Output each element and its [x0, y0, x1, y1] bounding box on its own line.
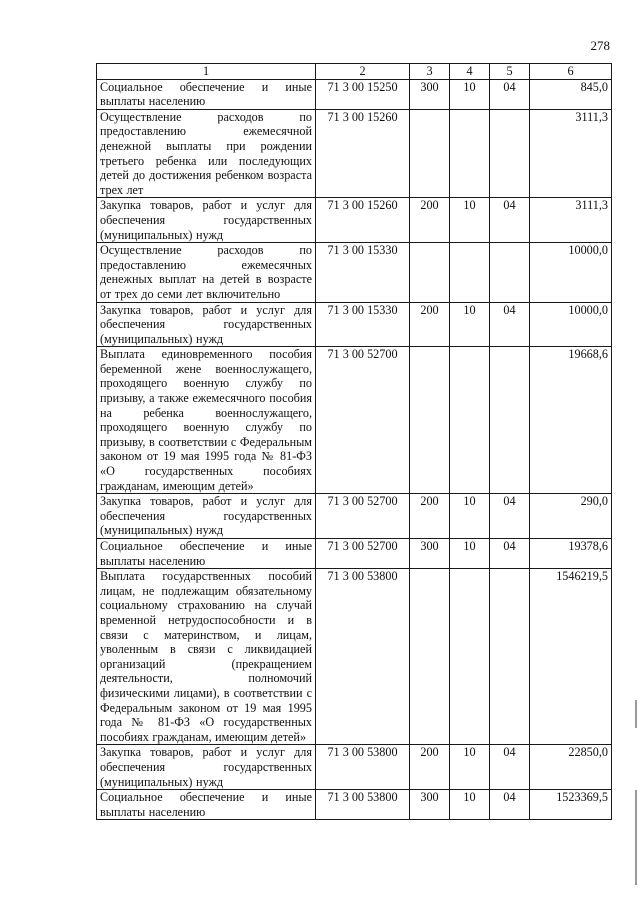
- table-row: [97, 494, 612, 539]
- row-description: Выплата государственных пособий лицам, не подлежащим обязательному социальному страхованию на случай временной нетрудоспособности и в связи с материнством, и лицам, уволенным в связи с ликвидацией организаций (прекращением деятельности, полномочий физическими лицами), в соответствии с Федеральным законом от 19 мая 1995 года № 81-ФЗ «О государственных пособиях гражданам, имеющим детей»: [97, 569, 316, 745]
- row-section: [450, 243, 490, 302]
- budget-table: [96, 63, 612, 820]
- scan-artifact-line: [635, 790, 637, 885]
- table-header-row: [97, 64, 612, 80]
- row-amount: 19378,6: [530, 539, 612, 569]
- row-target-code: 71 3 00 52700: [316, 539, 410, 569]
- row-section: [450, 569, 490, 745]
- table-row: [97, 109, 612, 198]
- row-description: Закупка товаров, работ и услуг для обеспечения государственных (муниципальных) нужд: [97, 745, 316, 790]
- table-row: [97, 302, 612, 347]
- row-expense-type: 200: [410, 302, 450, 347]
- row-description: Социальное обеспечение и иные выплаты населению: [97, 79, 316, 109]
- row-subsection: 04: [490, 79, 530, 109]
- row-expense-type: 300: [410, 539, 450, 569]
- row-expense-type: 200: [410, 494, 450, 539]
- table-row: [97, 569, 612, 745]
- row-amount: 1523369,5: [530, 790, 612, 820]
- row-description: Осуществление расходов по предоставлению ежемесячных денежных выплат на детей в возрасте от трех до семи лет включительно: [97, 243, 316, 302]
- row-subsection: [490, 569, 530, 745]
- row-subsection: 04: [490, 198, 530, 243]
- row-section: 10: [450, 302, 490, 347]
- row-expense-type: 300: [410, 790, 450, 820]
- row-description: Закупка товаров, работ и услуг для обеспечения государственных (муниципальных) нужд: [97, 494, 316, 539]
- row-expense-type: 200: [410, 198, 450, 243]
- column-header: 3: [410, 64, 450, 80]
- row-section: [450, 347, 490, 494]
- row-target-code: 71 3 00 15250: [316, 79, 410, 109]
- row-amount: 3111,3: [530, 198, 612, 243]
- row-section: 10: [450, 79, 490, 109]
- column-header: 1: [97, 64, 316, 80]
- row-expense-type: 200: [410, 745, 450, 790]
- row-description: Закупка товаров, работ и услуг для обеспечения государственных (муниципальных) нужд: [97, 302, 316, 347]
- row-description: Социальное обеспечение и иные выплаты населению: [97, 539, 316, 569]
- row-subsection: 04: [490, 494, 530, 539]
- row-expense-type: [410, 569, 450, 745]
- row-section: 10: [450, 790, 490, 820]
- row-target-code: 71 3 00 15260: [316, 109, 410, 198]
- row-expense-type: [410, 109, 450, 198]
- row-subsection: [490, 109, 530, 198]
- row-amount: 1546219,5: [530, 569, 612, 745]
- table-row: [97, 539, 612, 569]
- row-section: 10: [450, 539, 490, 569]
- row-subsection: [490, 347, 530, 494]
- column-header: 5: [490, 64, 530, 80]
- row-target-code: 71 3 00 53800: [316, 745, 410, 790]
- table-row: [97, 243, 612, 302]
- row-subsection: 04: [490, 302, 530, 347]
- row-amount: 290,0: [530, 494, 612, 539]
- row-expense-type: [410, 243, 450, 302]
- row-section: [450, 109, 490, 198]
- row-section: 10: [450, 494, 490, 539]
- row-target-code: 71 3 00 15260: [316, 198, 410, 243]
- row-amount: 3111,3: [530, 109, 612, 198]
- row-amount: 19668,6: [530, 347, 612, 494]
- table-row: [97, 790, 612, 820]
- row-section: 10: [450, 745, 490, 790]
- column-header: 4: [450, 64, 490, 80]
- row-description: Социальное обеспечение и иные выплаты населению: [97, 790, 316, 820]
- table-row: [97, 198, 612, 243]
- row-expense-type: [410, 347, 450, 494]
- column-header: 6: [530, 64, 612, 80]
- row-target-code: 71 3 00 53800: [316, 569, 410, 745]
- row-description: Закупка товаров, работ и услуг для обеспечения государственных (муниципальных) нужд: [97, 198, 316, 243]
- row-description: Осуществление расходов по предоставлению ежемесячной денежной выплаты при рождении третьего ребенка или последующих детей до достижения ребенком возраста трех лет: [97, 109, 316, 198]
- row-subsection: 04: [490, 790, 530, 820]
- row-amount: 10000,0: [530, 243, 612, 302]
- row-description: Выплата единовременного пособия беременной жене военнослужащего, проходящего военную службу по призыву, а также ежемесячного пособия на ребенка военнослужащего, проходящего военную службу по призыву, в соответствии с Федеральным законом от 19 мая 1995 года № 81-ФЗ «О государственных пособиях гражданам, имеющим детей»: [97, 347, 316, 494]
- row-subsection: [490, 243, 530, 302]
- row-target-code: 71 3 00 15330: [316, 302, 410, 347]
- row-subsection: 04: [490, 745, 530, 790]
- row-amount: 10000,0: [530, 302, 612, 347]
- table-row: [97, 745, 612, 790]
- table-row: [97, 347, 612, 494]
- row-subsection: 04: [490, 539, 530, 569]
- row-section: 10: [450, 198, 490, 243]
- row-expense-type: 300: [410, 79, 450, 109]
- row-target-code: 71 3 00 52700: [316, 347, 410, 494]
- row-target-code: 71 3 00 15330: [316, 243, 410, 302]
- scan-artifact-line: [635, 700, 637, 728]
- column-header: 2: [316, 64, 410, 80]
- page-number: 278: [590, 38, 610, 53]
- row-amount: 22850,0: [530, 745, 612, 790]
- table-row: [97, 79, 612, 109]
- row-amount: 845,0: [530, 79, 612, 109]
- row-target-code: 71 3 00 52700: [316, 494, 410, 539]
- row-target-code: 71 3 00 53800: [316, 790, 410, 820]
